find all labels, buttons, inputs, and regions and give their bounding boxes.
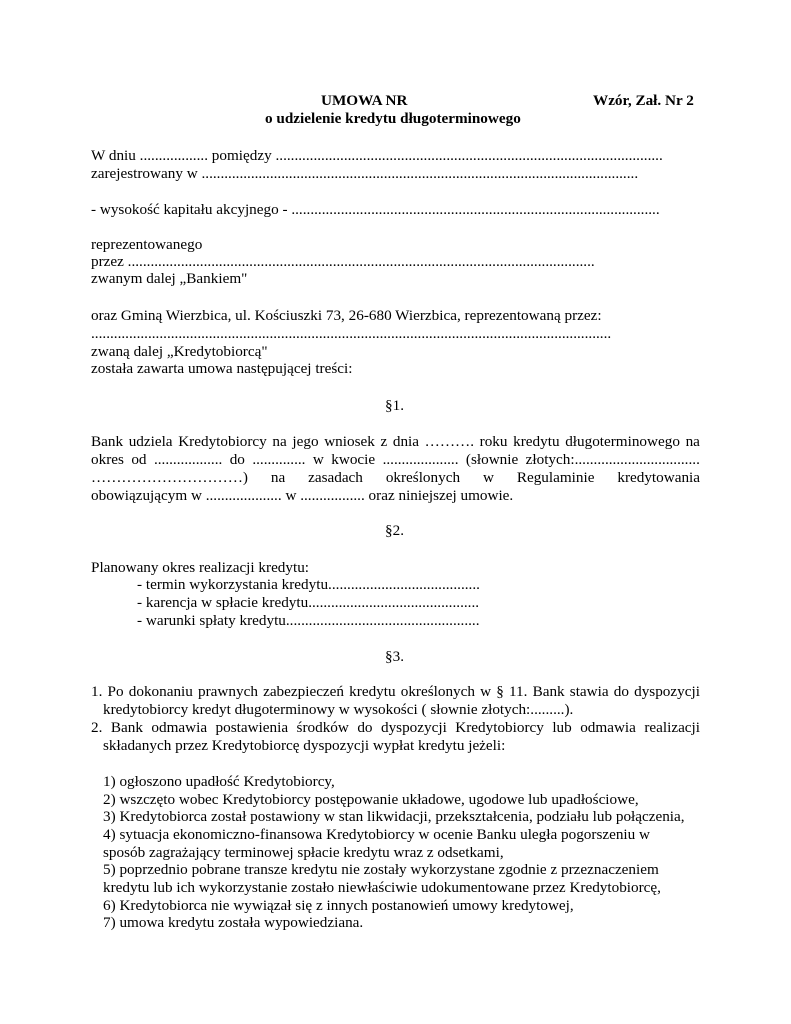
condition-item: sposób zagrażający terminowej spłacie kredytu wraz z odsetkami, [103,844,504,861]
condition-item: 6) Kredytobiorca nie wywiązał się z innych postanowień umowy kredytowej, [103,897,574,914]
section-1-heading: §1. [385,397,404,414]
intro-share-capital: - wysokość kapitału akcyjnego - ................................................................................................. [91,201,660,218]
section-3-point-1-line-2: kredytobiorcy kredyt długoterminowy w wysokości ( słownie złotych:.........). [103,701,574,718]
intro-registered: zarejestrowany w ................................................................................................................... [91,165,639,182]
document-title: UMOWA NR [321,92,408,109]
section-1-line-2: okres od .................. do .............. w kwocie .................... (słownie złotych:................................. [91,451,700,468]
section-3-point-1-line-1: 1. Po dokonaniu prawnych zabezpieczeń kredytu określonych w § 11. Bank stawia do dyspozycji [91,683,700,700]
section-1-line-3: …………………………) na zasadach określonych w Regulaminie kredytowania [91,469,700,486]
section-1-line-1: Bank udziela Kredytobiorcy na jego wniosek z dnia ………. roku kredytu długoterminowego na [91,433,700,450]
section-2-heading: §2. [385,522,404,539]
section-3-point-2-line-1: 2. Bank odmawia postawienia środków do dyspozycji Kredytobiorcy lub odmawia realizacji [91,719,700,736]
condition-item: 7) umowa kredytu została wypowiedziana. [103,914,364,931]
section-1-line-4: obowiązującym w .................... w ................. oraz niniejszej umowie. [91,487,514,504]
section-3-heading: §3. [385,648,404,665]
template-reference: Wzór, Zał. Nr 2 [593,92,694,109]
intro-dots-line: ......................................................................................................................................... [91,325,612,342]
condition-item: 1) ogłoszono upadłość Kredytobiorcy, [103,773,335,790]
intro-concluded: została zawarta umowa następującej treści: [91,360,353,377]
condition-item: 2) wszczęto wobec Kredytobiorcy postępowanie układowe, ugodowe lub upadłościowe, [103,791,639,808]
intro-date-parties: W dniu .................. pomiędzy ...................................................................................................... [91,147,663,164]
intro-represented-by: przez ........................................................................................................................... [91,253,595,270]
condition-item: 4) sytuacja ekonomiczno-finansowa Kredytobiorcy w ocenie Banku uległa pogorszeniu w [103,826,651,843]
section-2-intro: Planowany okres realizacji kredytu: [91,559,310,576]
section-2-item: - karencja w spłacie kredytu............................................. [137,594,480,611]
section-2-item: - termin wykorzystania kredytu........................................ [137,576,480,593]
intro-borrower-alias: zwaną dalej „Kredytobiorcą" [91,343,268,360]
section-3-point-2-line-2: składanych przez Kredytobiorcę dyspozycji wypłat kredytu jeżeli: [103,737,506,754]
condition-item: kredytu lub ich wykorzystanie zostało niewłaściwie udokumentowane przez Kredytobiorcę, [103,879,661,896]
condition-item: 3) Kredytobiorca został postawiony w stan likwidacji, przekształcenia, podziału lub połączenia, [103,808,685,825]
intro-bank-alias: zwanym dalej „Bankiem" [91,270,248,287]
section-2-item: - warunki spłaty kredytu................................................... [137,612,480,629]
intro-represented: reprezentowanego [91,236,203,253]
intro-borrower: oraz Gminą Wierzbica, ul. Kościuszki 73, 26-680 Wierzbica, reprezentowaną przez: [91,307,602,324]
condition-item: 5) poprzednio pobrane transze kredytu nie zostały wykorzystane zgodnie z przeznaczeniem [103,861,659,878]
document-subtitle: o udzielenie kredytu długoterminowego [265,110,521,127]
